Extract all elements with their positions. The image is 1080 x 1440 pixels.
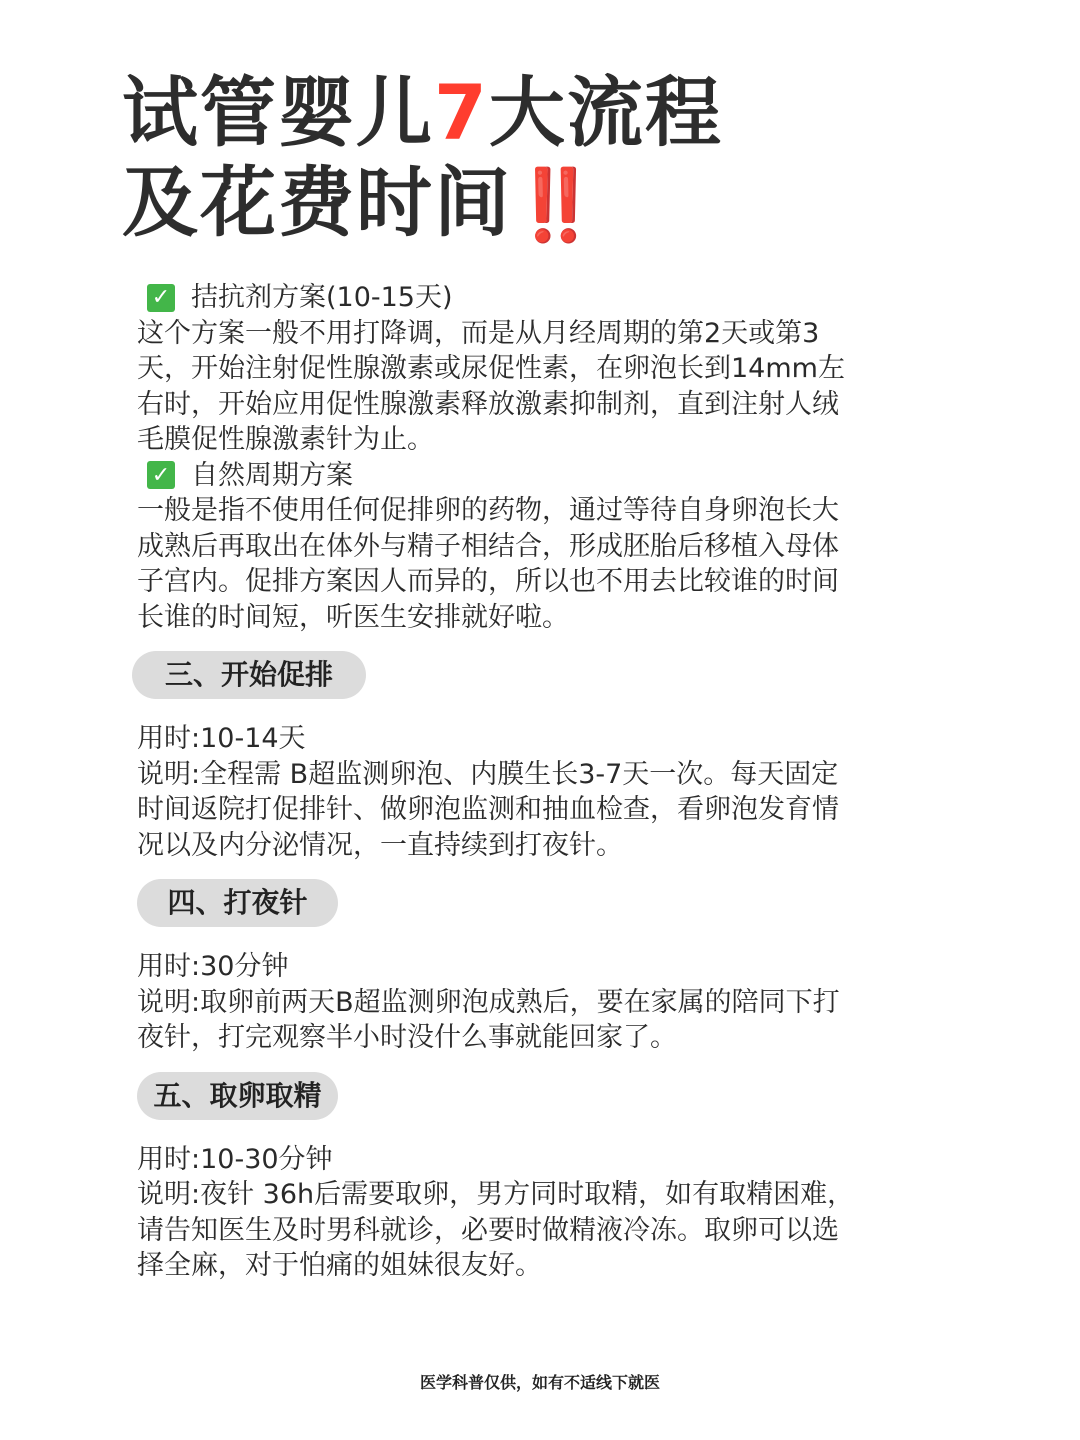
section-line: 用时:30分钟 bbox=[137, 951, 289, 982]
check-icon: ✓ bbox=[147, 461, 175, 489]
section-label: 三、开始促排 bbox=[132, 651, 366, 699]
section-label: 四、打夜针 bbox=[137, 879, 338, 927]
disclaimer-footer: 医学科普仅供，如有不适线下就医 bbox=[419, 1373, 660, 1392]
plan-heading-text: 自然周期方案 bbox=[191, 459, 353, 491]
article-body bbox=[137, 280, 907, 1284]
plan-line: 这个方案一般不用打降调，而是从月经周期的第2天或第3 bbox=[137, 317, 820, 349]
plan-line: 子宫内。促排方案因人而异的，所以也不用去比较谁的时间 bbox=[137, 566, 839, 597]
section-line: 夜针，打完观察半小时没什么事就能回家了。 bbox=[137, 1022, 677, 1053]
plan-heading-text: 拮抗剂方案(10-15天) bbox=[191, 282, 453, 313]
section-line: 说明:夜针 36h后需要取卵，男方同时取精，如有取精困难， bbox=[137, 1179, 855, 1210]
plan-line: 右时，开始应用促性腺激素释放激素抑制剂，直到注射人绒 bbox=[137, 388, 839, 420]
check-icon: ✓ bbox=[147, 284, 175, 312]
title-line-2 bbox=[122, 158, 723, 250]
section-label: 五、取卵取精 bbox=[137, 1072, 338, 1120]
plan-line: 一般是指不使用任何促排卵的药物，通过等待自身卵泡长大 bbox=[137, 495, 839, 526]
section-line: 用时:10-30分钟 bbox=[137, 1143, 333, 1175]
plan-line: 毛膜促性腺激素针为止。 bbox=[137, 424, 434, 455]
page-title bbox=[122, 68, 723, 250]
plan-line: 天，开始注射促性腺激素或尿促性素，在卵泡长到14mm左 bbox=[137, 353, 845, 384]
section-line: 说明:全程需 B超监测卵泡、内膜生长3-7天一次。每天固定 bbox=[137, 758, 839, 790]
title-text: 及花费时间 bbox=[122, 158, 512, 247]
section-line: 况以及内分泌情况，一直持续到打夜针。 bbox=[137, 829, 623, 861]
section-line: 择全麻，对于怕痛的姐妹很友好。 bbox=[137, 1250, 542, 1281]
section-line: 用时:10-14天 bbox=[137, 723, 306, 754]
plan-line: 长谁的时间短，听医生安排就好啦。 bbox=[137, 601, 569, 633]
title-line-1 bbox=[122, 68, 723, 158]
title-text: 大流程 bbox=[488, 68, 723, 157]
title-accent-number: 7 bbox=[434, 68, 489, 157]
plan-heading bbox=[137, 458, 907, 494]
plan-heading bbox=[137, 280, 907, 316]
section-line: 时间返院打促排针、做卵泡监测和抽血检查，看卵泡发育情 bbox=[137, 794, 839, 825]
double-exclamation-icon: ‼️ bbox=[512, 164, 590, 246]
section-line: 说明:取卵前两天B超监测卵泡成熟后，要在家属的陪同下打 bbox=[137, 986, 840, 1018]
plan-line: 成熟后再取出在体外与精子相结合，形成胚胎后移植入母体 bbox=[137, 530, 839, 562]
title-text: 试管婴儿 bbox=[122, 68, 434, 157]
section-line: 请告知医生及时男科就诊，必要时做精液冷冻。取卵可以选 bbox=[137, 1214, 839, 1246]
